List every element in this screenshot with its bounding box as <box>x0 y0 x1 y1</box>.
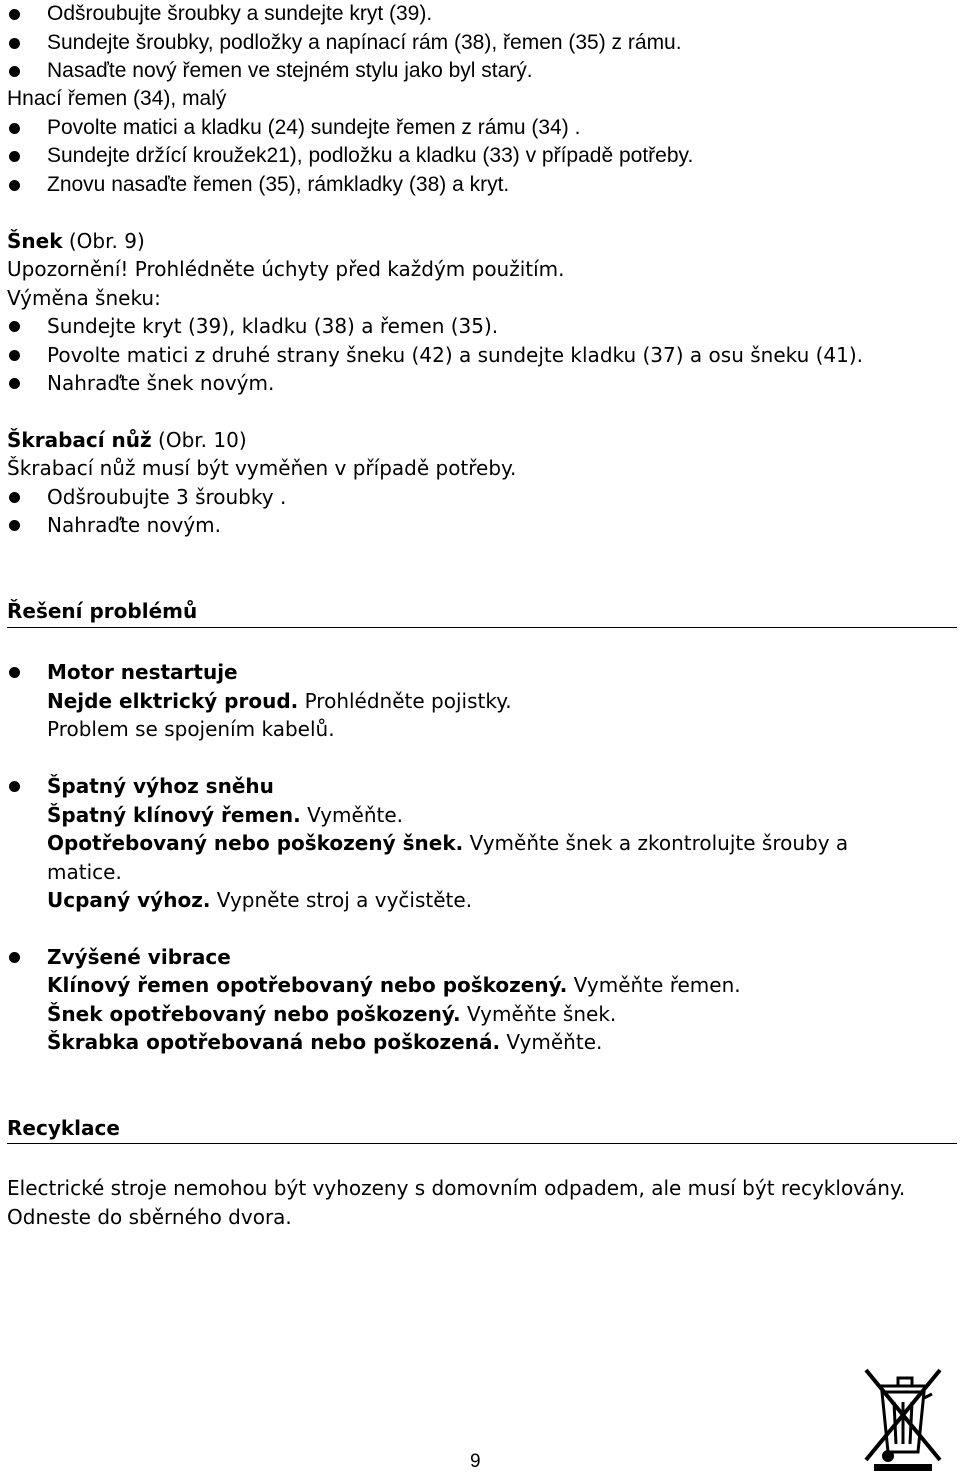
bullet-icon <box>9 667 20 678</box>
bullet-icon <box>9 180 20 191</box>
recycling-heading: Recyklace <box>7 1116 120 1140</box>
bullet-icon <box>9 952 20 963</box>
page-number: 9 <box>470 1451 481 1472</box>
bullet-icon <box>9 38 20 49</box>
bullet-icon <box>9 123 20 134</box>
bullet-icon <box>9 378 20 389</box>
section-divider <box>7 627 957 628</box>
section-divider <box>7 1143 957 1144</box>
bullet-icon <box>9 520 20 531</box>
troubleshooting-heading: Řešení problémů <box>7 599 198 623</box>
crossed-out-wheelie-bin-icon <box>860 1364 946 1472</box>
bullet-icon <box>9 151 20 162</box>
bullet-icon <box>9 321 20 332</box>
bullet-icon <box>9 350 20 361</box>
bullet-icon <box>9 781 20 792</box>
bullet-icon <box>9 492 20 503</box>
bullet-icon <box>9 9 20 20</box>
bullet-icon <box>9 66 20 77</box>
